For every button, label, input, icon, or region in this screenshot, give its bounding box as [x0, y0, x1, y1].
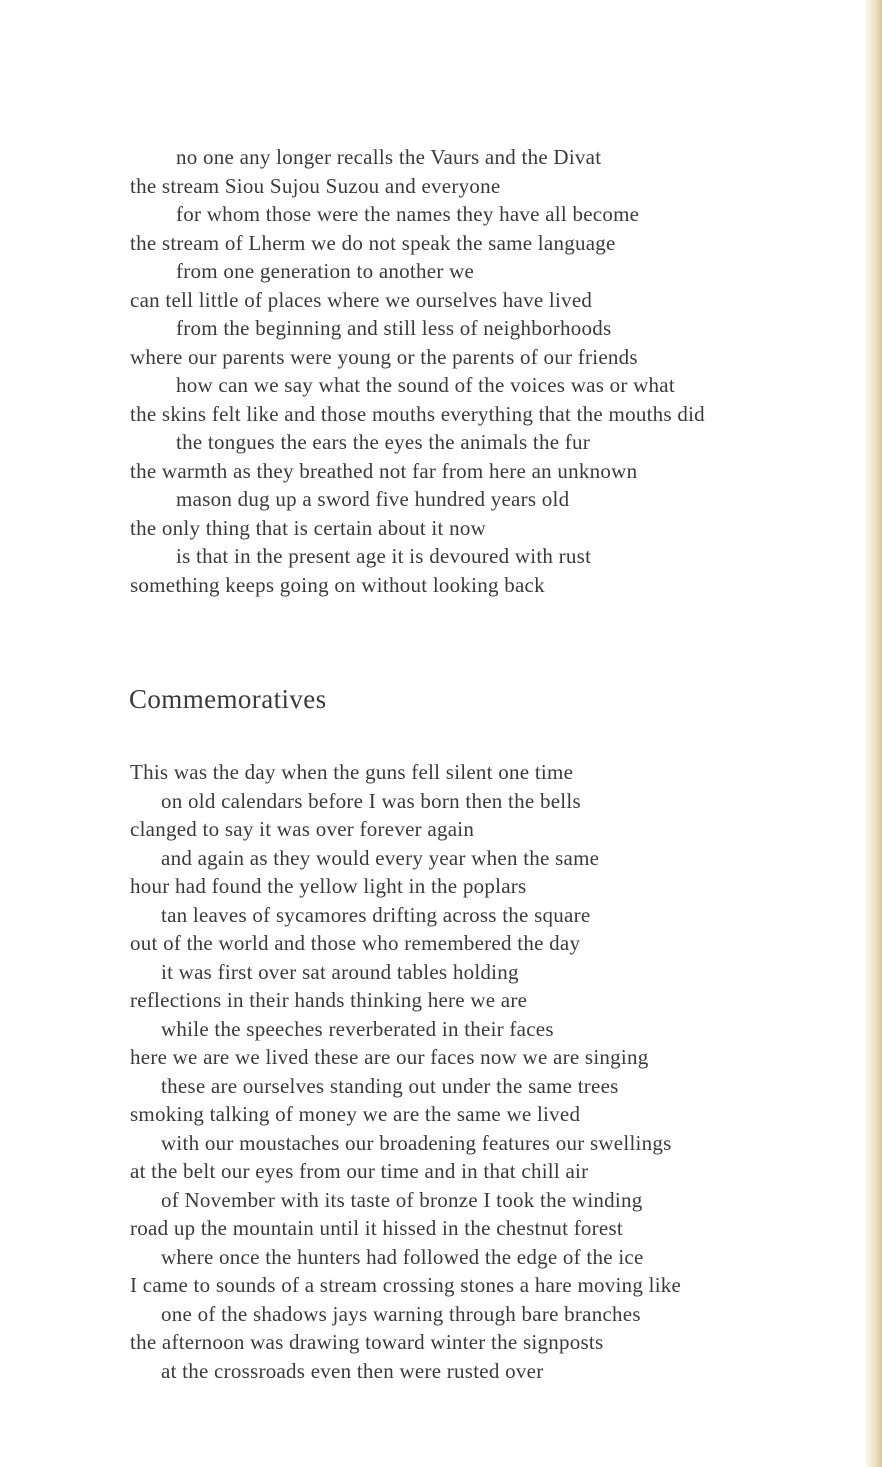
poem-line: reflections in their hands thinking here we are: [130, 988, 528, 1012]
poem-line: can tell little of places where we ourselves have lived: [130, 287, 593, 312]
poem-line: I came to sounds of a stream crossing stones a hare moving like: [130, 1273, 682, 1297]
poem-line: one of the shadows jays warning through bare branches: [161, 1301, 641, 1326]
poem-line: smoking talking of money we are the same we lived: [130, 1102, 581, 1126]
poem-line: on old calendars before I was born then the bells: [161, 788, 581, 813]
poem-line: these are ourselves standing out under the same trees: [161, 1073, 619, 1098]
poem-line: while the speeches reverberated in their faces: [161, 1016, 554, 1041]
poem-line: here we are we lived these are our faces now we are singing: [130, 1045, 649, 1069]
poem-line: the skins felt like and those mouths everything that the mouths did: [130, 401, 705, 426]
poem-line: from the beginning and still less of neighborhoods: [176, 316, 612, 340]
poem-line: the only thing that is certain about it now: [130, 515, 487, 540]
poem-line: at the crossroads even then were rusted over: [161, 1358, 544, 1383]
poem-line: This was the day when the guns fell silent one time: [130, 760, 574, 784]
poem-line: the warmth as they breathed not far from here an unknown: [130, 458, 638, 483]
poem-line: no one any longer recalls the Vaurs and the Divat: [176, 145, 602, 169]
poem-line: with our moustaches our broadening features our swellings: [161, 1130, 672, 1155]
poem-line: something keeps going on without looking back: [130, 572, 545, 597]
poem-line: where our parents were young or the parents of our friends: [130, 344, 638, 369]
poem-line: road up the mountain until it hissed in the chestnut forest: [130, 1216, 624, 1240]
poem-line: and again as they would every year when the same: [161, 845, 600, 870]
poem-line: the stream Siou Sujou Suzou and everyone: [130, 173, 501, 198]
poem-line: for whom those were the names they have all become: [176, 202, 640, 226]
poem-line: out of the world and those who remembered the day: [130, 931, 581, 955]
poem-line: hour had found the yellow light in the poplars: [130, 874, 527, 898]
poem-line: it was first over sat around tables holding: [161, 959, 519, 984]
poem-line: the tongues the ears the eyes the animals the fur: [176, 430, 591, 454]
poem-line: where once the hunters had followed the edge of the ice: [161, 1244, 644, 1269]
poem-line: of November with its taste of bronze I took the winding: [161, 1187, 643, 1212]
poem-line: from one generation to another we: [176, 259, 475, 283]
poem-line: is that in the present age it is devoured with rust: [176, 544, 592, 568]
poem-line: mason dug up a sword five hundred years old: [176, 487, 570, 511]
poem-line: tan leaves of sycamores drifting across the square: [161, 902, 591, 927]
poem-commemoratives: [0, 758, 860, 1385]
poem-line: the afternoon was drawing toward winter the signposts: [130, 1330, 604, 1354]
poem-line: at the belt our eyes from our time and in that chill air: [130, 1159, 589, 1183]
poem-title: Commemoratives: [129, 684, 327, 714]
poem-line: clanged to say it was over forever again: [130, 817, 475, 841]
poem-line: the stream of Lherm we do not speak the same language: [130, 230, 616, 255]
poem-line: how can we say what the sound of the voices was or what: [176, 373, 675, 397]
poem-continuation: [0, 143, 860, 599]
